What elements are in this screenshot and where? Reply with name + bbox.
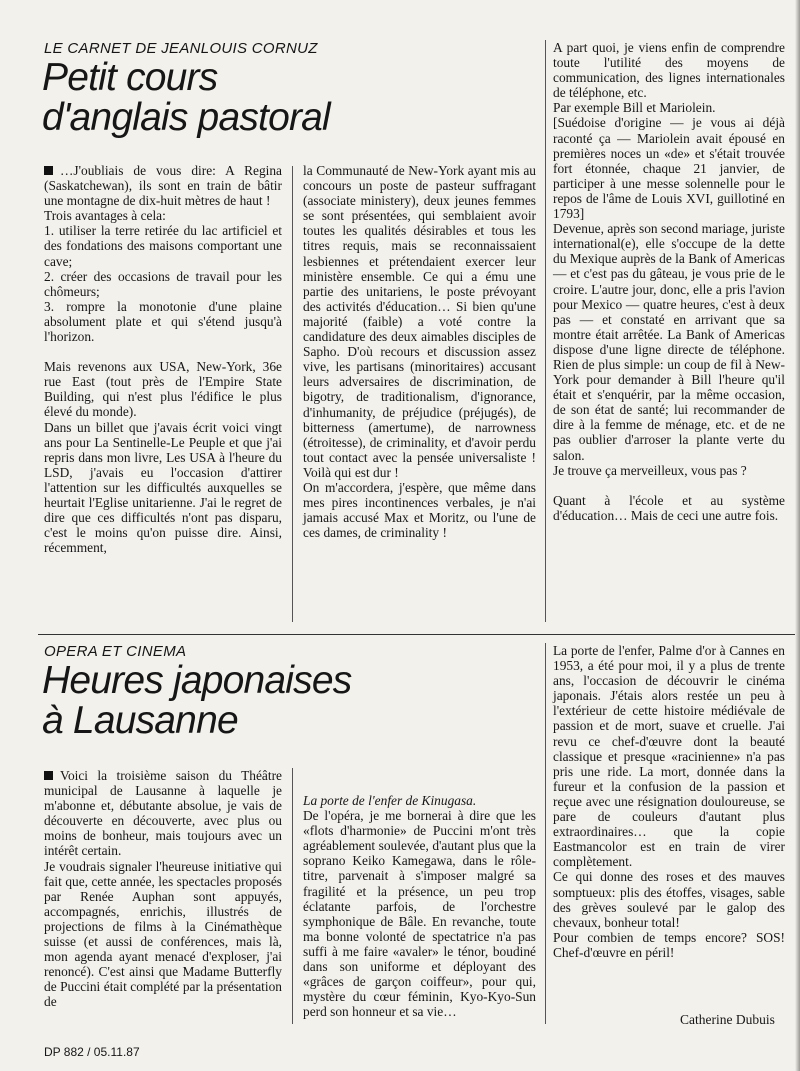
article2-lead-text: Voici la troisième saison du Théâtre municipal de Lausanne à laquelle je m'abonne et, débutante absolue, je vais de découverte en découverte, avec plus ou moins de bonheur, mais toujours avec un intérêt certain. xyxy=(44,768,282,859)
article1-paragraph: 2. créer des occasions de travail pour les chômeurs; xyxy=(44,268,282,299)
article1-paragraph: Devenue, après son second mariage, juriste international(e), elle s'occupe de la dette du Mexique auprès de la Bank of Americas — et c'est pas du gâteau, je vous prie de le croire. L'autre jour, donc, elle a pris l'avion pour Mexico — quatre heures, c'est à deux pas — et constaté en arrivant que sa montre était arrêtée. La Bank of Americas dispose d'une ligne directe de téléphone. Rien de plus simple: un coup de fil à New-York pour demander à Bill l'heure qu'il était et s'enquérir, par la même occasion, de son état de santé; lui recommander de dire à la femme de ménage, etc. et de ne pas oublier d'arroser la plante verte du salon. xyxy=(553,221,785,463)
article2-column3 xyxy=(553,643,785,960)
article1-paragraph: Quant à l'école et au système d'éducation… Mais de ceci une autre fois. xyxy=(553,492,785,523)
article1-column2 xyxy=(303,163,536,540)
article1-paragraph: Par exemple Bill et Mariolein. xyxy=(553,100,716,116)
article2-title-line1: Heures japonaises xyxy=(42,659,352,702)
article1-paragraph: la Communauté de New-York ayant mis au concours un poste de pasteur suffragant (associate ministery), deux jeunes femmes se sont présentées, qui semblaient avoir toutes les qualités désirables et tous les titres requis, mais se reconnaissaient lesbiennes et prétendaient exercer leur ministère ensemble. Ce qui a ému une partie des unitariens, le poste prévoyant des activités d'éducation… Si bien qu'une majorité (faible) a voté contre la candidature des deux aimables disciples de Sapho. D'où recours et discussion assez vive, les partisans (minoritaires) accusant leurs adversaires de discrimination, de bigotry, de traditionalism, d'ignorance, d'inhumanity, de préjudice (préjugés), de bitterness (amertume), de narrowness (étroitesse), de criminality, et d'avoir perdu tout contact avec la pensée universaliste ! Voilà qui est dur ! xyxy=(303,163,536,480)
column-divider xyxy=(545,643,546,1024)
article1-title-line1: Petit cours xyxy=(42,56,218,99)
article1-paragraph: [Suédoise d'origine — je vous ai déjà raconté ça — Mariolein avait épousé en premières noces un «de» et s'était trouvée fort étonnée, chaque 21 janvier, de participer à une messe solennelle pour le repos de l'âme de Louis XVI, guillotiné en 1793] xyxy=(553,115,785,222)
article2-kicker: OPERA ET CINEMA xyxy=(44,643,187,660)
article1-paragraph: Trois avantages à cela: xyxy=(44,208,166,224)
scan-edge-shadow xyxy=(795,0,800,1071)
bullet-square-icon xyxy=(44,771,53,780)
article2-title xyxy=(42,661,351,741)
article1-paragraph: On m'accordera, j'espère, que même dans mes pires incontinences verbales, je n'ai jamais accusé Max et Moritz, ou l'une de ces dames, de criminality ! xyxy=(303,479,536,541)
article2-paragraph: Pour combien de temps encore? SOS! Chef-d'œuvre en péril! xyxy=(553,929,785,960)
article2-paragraph: De l'opéra, je me bornerai à dire que les «flots d'harmonie» de Puccini m'ont très agréablement soulevée, d'autant plus que la soprano Keiko Kamegawa, dans le rôle-titre, parvenait à s'imposer malgré sa fragilité et la présence, un peu trop éclatante parfois, de l'orchestre symphonique de Bâle. En revanche, toute ma bonne volonté de spectatrice n'a pas suffi à me faire «avaler» le ténor, boudiné dans son uniforme et déployant des «grâces de garçon coiffeur», pour qui, mystère du cœur féminin, Kyo-Kyo-Sun perd son honneur et sa vie… xyxy=(303,808,536,1020)
bullet-square-icon xyxy=(44,166,53,175)
page-footer: DP 882 / 05.11.87 xyxy=(44,1045,140,1059)
column-divider xyxy=(292,166,293,622)
column-divider xyxy=(292,768,293,1024)
article2-paragraph: La porte de l'enfer de Kinugasa. xyxy=(303,793,477,808)
article1-title-line2: d'anglais pastoral xyxy=(42,96,330,139)
article1-paragraph xyxy=(44,163,282,208)
article1-paragraph: A part quoi, je viens enfin de comprendre toute l'utilité des moyens de communication, des lignes internationales de téléphone, etc. xyxy=(553,40,785,101)
article2-column2 xyxy=(303,793,536,1019)
article1-title xyxy=(42,58,330,138)
column-divider xyxy=(545,40,546,622)
section-divider xyxy=(38,634,800,635)
article2-title-line2: à Lausanne xyxy=(42,699,238,742)
article2-paragraph: Ce qui donne des roses et des mauves somptueux: plis des étoffes, visages, sable des grèves soulevé par le galop des chevaux, bonheur total! xyxy=(553,869,785,930)
article1-column3 xyxy=(553,40,785,523)
article1-paragraph: Dans un billet que j'avais écrit voici vingt ans pour La Sentinelle-Le Peuple et que j'ai repris dans mon livre, Les USA à l'heure du LSD, j'avais eu l'occasion d'attirer l'attention sur les difficultés auxquelles se heurtait l'Eglise unitarienne. J'ai le regret de dire que ces difficultés n'ont pas disparu, c'est le moins qu'on puisse dire. Ainsi, récemment, xyxy=(44,419,282,556)
article1-paragraph: Mais revenons aux USA, New-York, 36e rue East (tout près de l'Empire State Building, qui n'est plus l'édifice le plus élevé du monde). xyxy=(44,359,282,420)
article1-paragraph: Je trouve ça merveilleux, vous pas ? xyxy=(553,462,747,478)
article1-paragraph: 1. utiliser la terre retirée du lac artificiel et des fondations des maisons comportant une cave; xyxy=(44,223,282,269)
article2-column1 xyxy=(44,768,282,1010)
article1-paragraph: 3. rompre la monotonie d'une plaine absolument plate et qui s'étend jusqu'à l'horizon. xyxy=(44,298,282,345)
article2-paragraph xyxy=(44,768,282,859)
author-signature: Catherine Dubuis xyxy=(680,1012,775,1027)
article2-paragraph: Je voudrais signaler l'heureuse initiative qui fait que, cette année, les spectacles proposés par Renée Auphan sont appuyés, accompagnés, enrichis, illustrés de projections de films à la Cinémathèque suisse (et aussi de conférences, mais là, mon agenda ayant menacé d'exploser, j'ai renoncé). C'est ainsi que Madame Butterfly de Puccini était complété par la présentation de xyxy=(44,858,282,1010)
article2-paragraph: La porte de l'enfer, Palme d'or à Cannes en 1953, a été pour moi, il y a plus de trente ans, l'occasion de découvrir le cinéma japonais. J'étais alors restée un peu à l'extérieur de cette histoire médiévale de passion et de mort, suave et cruelle. J'ai revu ce chef-d'œuvre dont la beauté classique et presque «racinienne» n'a pas pris une ride. La mort, donnée dans la fureur et la confusion de la passion et reçue avec une résignation douloureuse, se pare de couleurs d'autant plus extraordinaires… que la copie Eastmancolor est en train de virer complètement. xyxy=(553,643,785,870)
article1-lead-text: …J'oubliais de vous dire: A Regina (Saskatchewan), ils sont en train de bâtir une montagne de dix-huit mètres de haut ! xyxy=(44,163,282,209)
article1-column1 xyxy=(44,163,282,555)
article1-kicker: LE CARNET DE JEANLOUIS CORNUZ xyxy=(44,40,318,57)
